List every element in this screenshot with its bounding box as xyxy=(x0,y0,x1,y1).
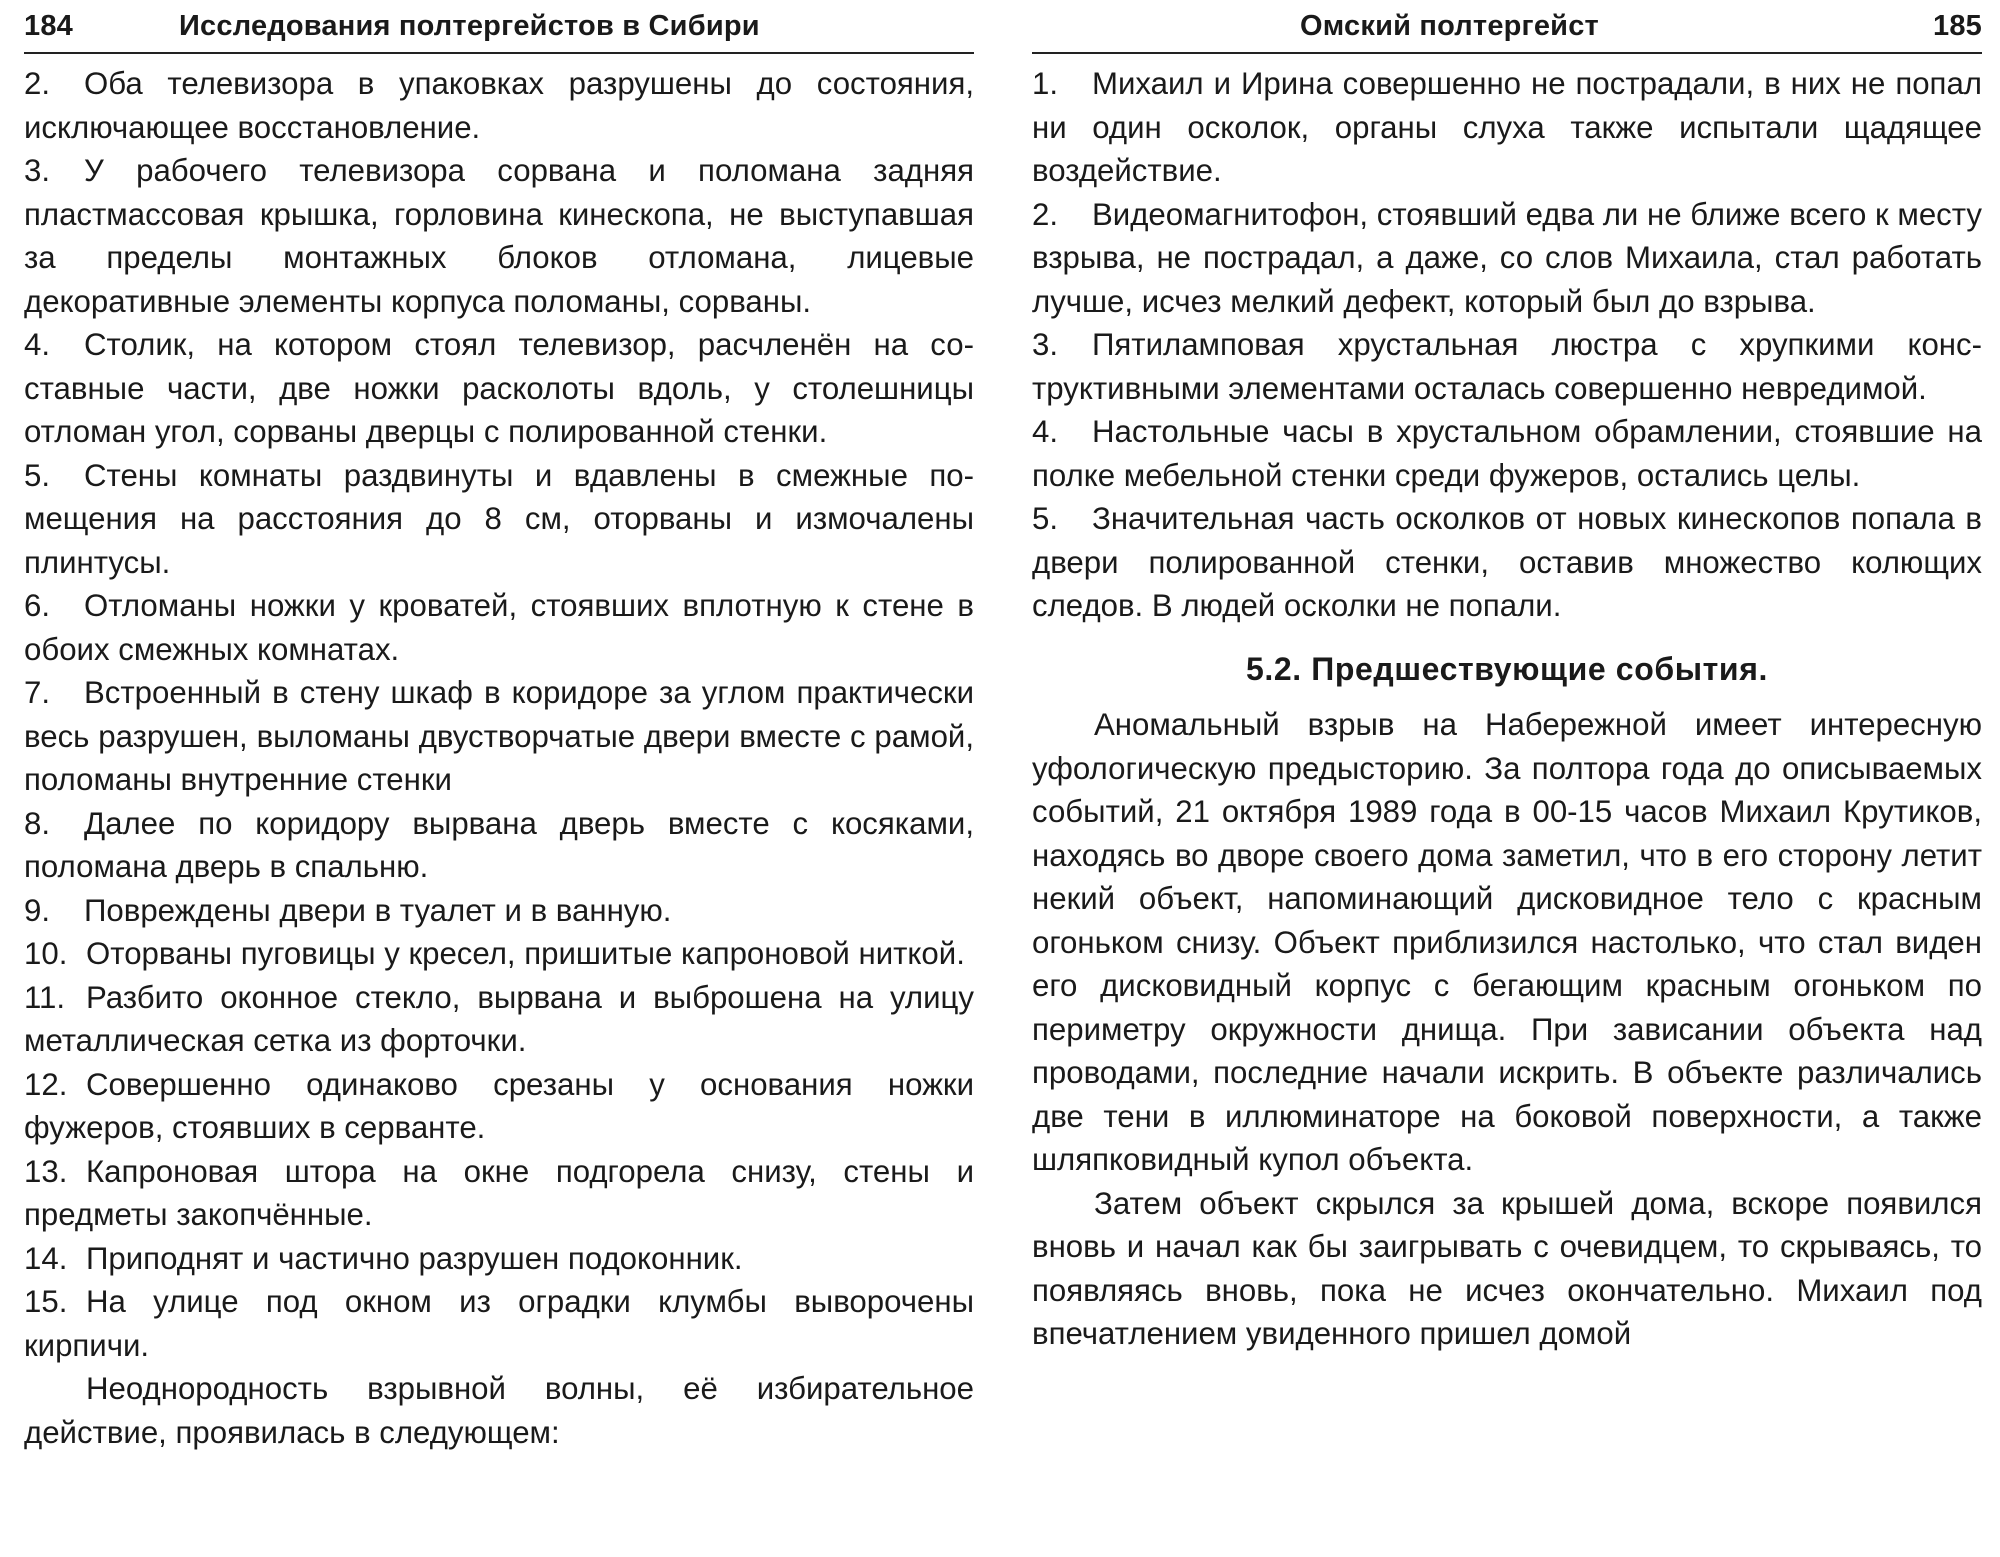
item-text: Совершенно одинаково срезаны у основания ножки фужеров, стоявших в серванте. xyxy=(24,1066,974,1145)
item-text: На улице под окном из оградки клумбы выворочены кирпичи. xyxy=(24,1284,974,1363)
running-title-right: Омский полтергейст xyxy=(1300,9,1599,42)
list-item xyxy=(24,62,974,149)
list-item xyxy=(1032,62,1982,193)
page-number-left: 184 xyxy=(24,9,73,42)
item-text: Пятиламповая хрустальная люстра с хрупкими конструктивными элементами осталась совершенно невредимой. xyxy=(1032,327,1982,406)
list-item xyxy=(24,323,974,454)
list-item xyxy=(24,149,974,323)
list-item xyxy=(24,976,974,1063)
list-item xyxy=(24,1280,974,1367)
item-number: 15. xyxy=(24,1284,68,1319)
list-item xyxy=(24,932,974,976)
page-number-right: 185 xyxy=(1933,9,1982,42)
list-item xyxy=(24,454,974,585)
item-text: Михаил и Ирина совершенно не пострадали, в них не попал ни один осколок, органы слуха также испытали щадящее воздействие. xyxy=(1032,66,1982,188)
running-head-right xyxy=(1032,0,1982,54)
list-item xyxy=(24,1150,974,1237)
item-number: 5. xyxy=(1032,501,1059,536)
body-paragraph: Неоднородность взрывной волны, её избирательное действие, проявилась в следующем: xyxy=(24,1371,974,1450)
item-number: 8. xyxy=(24,805,51,841)
item-text: Отломаны ножки у кроватей, стоявших вплотную к стене в обоих смежных комнатах. xyxy=(24,588,974,667)
list-item xyxy=(24,802,974,889)
item-text: Оба телевизора в упаковках разрушены до состояния, исключающее восстановление. xyxy=(24,66,974,145)
item-text: Повреждены двери в туалет и в ванную. xyxy=(84,892,672,928)
body-paragraph: Аномальный взрыв на Набережной имеет интересную уфологическую предысторию. За полтора года до описываемых событий, 21 октября 1989 года в 00-15 часов Михаил Крутиков, находясь во дворе своего дома заметил, что в его сторону летит некий объект, напоминающий дисковидное тело с красным огоньком снизу. Объект приблизился настолько, что стал виден его дисковидный корпус с бегающим красным огоньком по периметру окружности днища. При зависании объекта над проводами, последние начали искрить. В объекте различались две тени в иллюминаторе на боковой поверхности, а также шляпковидный купол объекта. xyxy=(1032,707,1982,1177)
item-number: 13. xyxy=(24,1153,68,1189)
right-page-body xyxy=(1032,62,1982,1356)
item-number: 2. xyxy=(1032,196,1059,232)
item-text: Значительная часть осколков от новых кинескопов попала в двери полированной стенки, оставив множество колющих следов. В людей осколки не попали. xyxy=(1032,501,1982,623)
item-text: Стены комнаты раздвинуты и вдавлены в смежные помещения на расстояния до 8 см, оторваны и измочалены плинтусы. xyxy=(24,457,974,580)
item-number: 7. xyxy=(24,675,51,710)
item-number: 11. xyxy=(24,979,66,1015)
item-text: Столик, на котором стоял телевизор, расчленён на составные части, две ножки расколоты вдоль, у столешницы отломан угол, сорваны дверцы с полированной стенки. xyxy=(24,327,974,449)
item-number: 1. xyxy=(1032,66,1059,101)
list-item xyxy=(24,1063,974,1150)
item-number: 5. xyxy=(24,457,51,493)
item-number: 6. xyxy=(24,588,51,623)
list-item xyxy=(1032,193,1982,324)
item-text: Далее по коридору вырвана дверь вместе с косяками, поломана дверь в спальню. xyxy=(24,805,974,884)
body-paragraph: Затем объект скрылся за крышей дома, вскоре появился вновь и начал как бы заигрывать с очевидцем, то скрываясь, то появляясь вновь, пока не исчез окончательно. Михаил под впечатлением увиденного пришел домой xyxy=(1032,1185,1982,1351)
list-item xyxy=(1032,410,1982,497)
item-text: Разбито оконное стекло, вырвана и выброшена на улицу металлическая сетка из форточки. xyxy=(24,979,974,1058)
list-item xyxy=(24,889,974,933)
running-head-left xyxy=(24,0,974,54)
right-page xyxy=(1032,0,1982,1557)
item-text: Настольные часы в хрустальном обрамлении, стоявшие на полке мебельной стенки среди фужеров, остались целы. xyxy=(1032,414,1982,493)
list-item xyxy=(1032,323,1982,410)
running-title-left: Исследования полтергейстов в Сибири xyxy=(179,9,760,42)
item-number: 4. xyxy=(24,327,51,362)
list-item xyxy=(1032,497,1982,628)
item-text: Оторваны пуговицы у кресел, пришитые капроновой ниткой. xyxy=(86,936,965,971)
list-item xyxy=(24,584,974,671)
item-number: 14. xyxy=(24,1240,68,1276)
item-text: Встроенный в стену шкаф в коридоре за углом практически весь разрушен, выломаны двустворчатые двери вместе с рамой, поломаны внутренние стенки xyxy=(24,675,974,797)
item-text: Приподнят и частично разрушен подоконник. xyxy=(86,1240,743,1276)
item-text: У рабочего телевизора сорвана и поломана задняя пластмассовая крышка, горловина кинескопа, не выступавшая за пределы монтажных блоков отломана, лицевые декоративные элементы корпуса поломаны, сорваны. xyxy=(24,153,974,319)
item-number: 12. xyxy=(24,1066,68,1102)
item-number: 3. xyxy=(1032,327,1059,362)
item-number: 9. xyxy=(24,892,51,928)
list-item xyxy=(24,671,974,802)
left-page xyxy=(24,0,974,1557)
item-number: 3. xyxy=(24,153,51,188)
item-number: 10. xyxy=(24,936,68,971)
item-number: 2. xyxy=(24,66,51,101)
item-text: Видеомагнитофон, стоявший едва ли не ближе всего к месту взрыва, не пострадал, а даже, со слов Михаила, стал работать лучше, исчез мелкий дефект, который был до взрыва. xyxy=(1032,196,1982,319)
section-heading: 5.2. Предшествующие события. xyxy=(1246,650,1768,687)
item-number: 4. xyxy=(1032,414,1059,449)
item-text: Капроновая штора на окне подгорела снизу, стены и предметы закопчённые. xyxy=(24,1153,974,1232)
list-item xyxy=(24,1237,974,1281)
left-page-body xyxy=(24,62,974,1454)
